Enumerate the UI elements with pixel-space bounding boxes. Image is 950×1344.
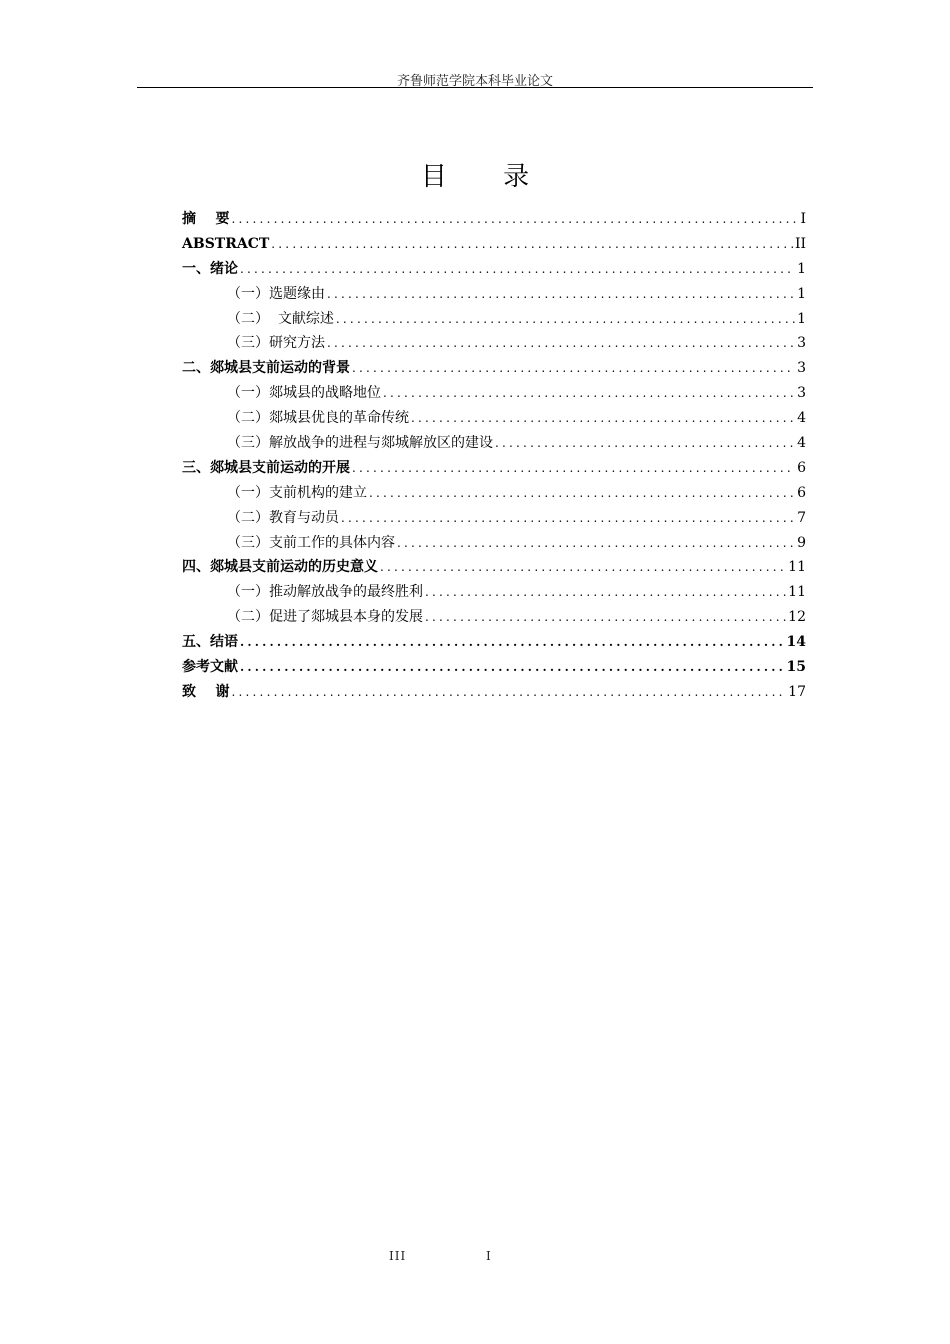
toc-entry[interactable] (182, 431, 806, 456)
toc-entry-page: 7 (797, 509, 806, 526)
toc-entry-label: 四、郯城县支前运动的历史意义 (182, 559, 378, 576)
toc-entry-label: 摘 要 (182, 211, 230, 227)
toc-entry-label: （三）支前工作的具体内容 (227, 534, 395, 551)
toc-entry[interactable] (182, 282, 806, 307)
toc-leader-dots (380, 555, 786, 580)
toc-entry[interactable] (182, 232, 806, 257)
toc-entry-page: 12 (788, 609, 806, 626)
toc-entry-page: I (800, 211, 806, 227)
toc-entry[interactable] (182, 531, 806, 556)
toc-entry-label: 致 谢 (182, 683, 230, 700)
toc-leader-dots (425, 605, 786, 630)
toc-leader-dots (352, 456, 795, 481)
toc-entry-label: （一）推动解放战争的最终胜利 (227, 584, 423, 601)
toc-leader-dots (327, 282, 795, 307)
toc-entry-label: （二） 文献综述 (227, 310, 334, 327)
toc-entry-page: 17 (788, 683, 806, 700)
toc-entry-page: 1 (797, 310, 806, 327)
toc-leader-dots (341, 506, 795, 531)
toc-entry[interactable] (182, 580, 806, 605)
toc-entry[interactable] (182, 331, 806, 356)
toc-entry-label: 五、结语 (182, 634, 238, 651)
toc-entry-label: （二）教育与动员 (227, 509, 339, 526)
toc-entry[interactable] (182, 456, 806, 481)
toc-leader-dots (232, 680, 787, 705)
toc-leader-dots (327, 331, 795, 356)
toc-leader-dots (336, 307, 795, 332)
toc-leader-dots (397, 531, 795, 556)
toc-leader-dots (425, 580, 786, 605)
toc-entry-label: （一）选题缘由 (227, 285, 325, 302)
toc-entry[interactable] (182, 555, 806, 580)
toc-entry-page: II (794, 235, 806, 252)
toc-leader-dots (369, 481, 795, 506)
table-of-contents (182, 207, 806, 705)
toc-entry[interactable] (182, 605, 806, 630)
toc-entry-label: （二）郯城县优良的革命传统 (227, 410, 409, 427)
footer-page-roman-right: I (486, 1249, 491, 1263)
toc-entry-label: （一）郯城县的战略地位 (227, 385, 381, 402)
toc-entry[interactable] (182, 381, 806, 406)
toc-leader-dots (352, 356, 795, 381)
toc-entry-page: 11 (788, 584, 806, 601)
toc-leader-dots (232, 207, 799, 232)
toc-leader-dots (383, 381, 795, 406)
toc-leader-dots (240, 630, 785, 655)
toc-entry-label: （三）研究方法 (227, 335, 325, 352)
toc-leader-dots (240, 655, 785, 680)
toc-entry[interactable] (182, 630, 806, 655)
page-header: 齐鲁师范学院本科毕业论文 (396, 74, 553, 89)
toc-entry-label: 三、郯城县支前运动的开展 (182, 459, 350, 476)
toc-leader-dots (495, 431, 795, 456)
toc-leader-dots (271, 232, 793, 257)
toc-entry[interactable] (182, 680, 806, 705)
toc-entry-page: 6 (797, 459, 806, 476)
toc-entry-label: （三）解放战争的进程与郯城解放区的建设 (227, 435, 493, 452)
toc-entry-label: （二）促进了郯城县本身的发展 (227, 609, 423, 626)
toc-entry-page: 3 (797, 335, 806, 352)
toc-entry-page: 6 (797, 484, 806, 501)
toc-entry[interactable] (182, 257, 806, 282)
toc-entry[interactable] (182, 506, 806, 531)
toc-entry-page: 3 (797, 385, 806, 402)
toc-entry-page: 14 (786, 634, 806, 651)
toc-entry-page: 1 (797, 285, 806, 302)
toc-entry[interactable] (182, 655, 806, 680)
toc-leader-dots (411, 406, 795, 431)
footer-page-roman-left: III (389, 1249, 407, 1263)
toc-entry-label: 二、郯城县支前运动的背景 (182, 360, 350, 377)
toc-entry-label: ABSTRACT (182, 235, 270, 252)
toc-entry[interactable] (182, 307, 806, 332)
toc-entry-page: 9 (797, 534, 806, 551)
toc-entry-page: 15 (786, 659, 806, 676)
toc-entry-page: 3 (797, 360, 806, 377)
toc-leader-dots (240, 257, 795, 282)
toc-entry[interactable] (182, 356, 806, 381)
toc-entry-page: 11 (788, 559, 806, 576)
toc-entry[interactable] (182, 207, 806, 232)
toc-entry[interactable] (182, 481, 806, 506)
toc-entry-label: 参考文献 (182, 659, 238, 676)
toc-entry-label: 一、绪论 (182, 260, 238, 277)
toc-entry-page: 4 (797, 435, 806, 452)
header-rule (137, 87, 813, 88)
toc-entry-page: 4 (797, 410, 806, 427)
toc-entry[interactable] (182, 406, 806, 431)
toc-entry-label: （一）支前机构的建立 (227, 484, 367, 501)
toc-title: 目 录 (420, 162, 554, 192)
toc-entry-page: 1 (797, 260, 806, 277)
